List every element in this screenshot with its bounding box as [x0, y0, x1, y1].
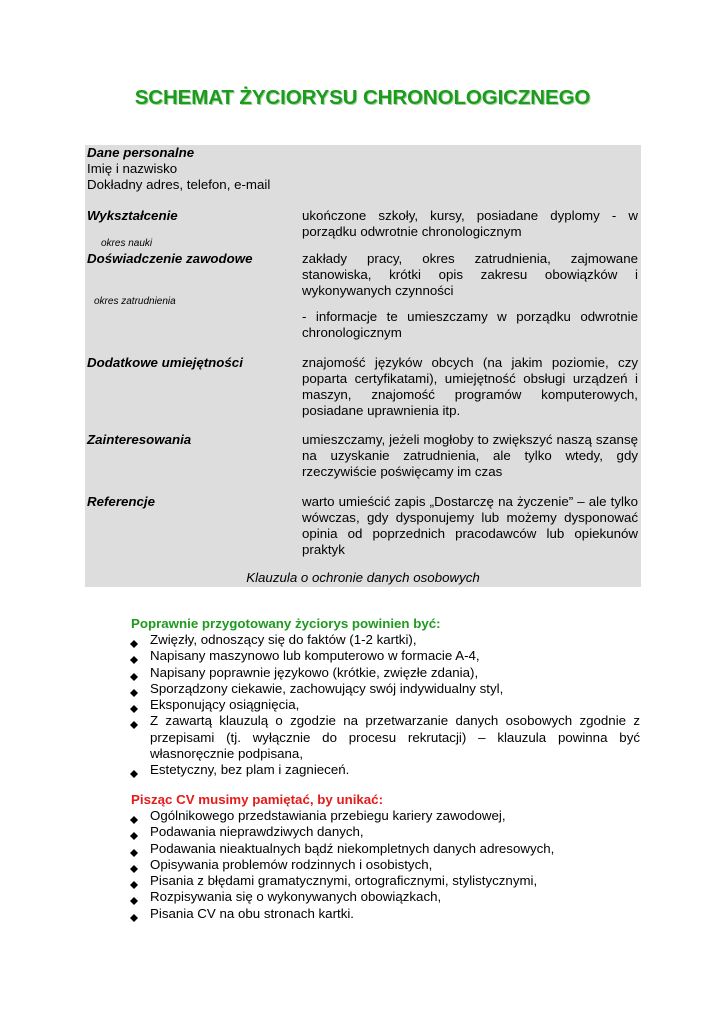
diamond-bullet-icon — [130, 766, 138, 774]
education-note: okres nauki — [101, 238, 153, 249]
list-item — [128, 873, 640, 889]
list-item — [128, 681, 640, 697]
experience-desc — [302, 251, 638, 299]
diamond-bullet-icon — [130, 669, 138, 677]
list-item — [128, 906, 640, 922]
avoid-list — [128, 808, 640, 922]
list-item — [128, 648, 640, 664]
document-title: SCHEMAT ŻYCIORYSU CHRONOLOGICZNEGO — [134, 86, 591, 109]
skills-heading: Dodatkowe umiejętności — [87, 355, 243, 370]
diamond-bullet-icon — [130, 652, 138, 660]
diamond-bullet-icon — [130, 910, 138, 918]
experience-desc-2 — [302, 309, 638, 341]
experience-note: okres zatrudnienia — [94, 296, 176, 307]
list-item-text: Podawania nieprawdziwych danych, — [150, 824, 364, 840]
list-item-text: Napisany poprawnie językowo (krótkie, zwięzłe zdania), — [150, 664, 479, 680]
list-item — [128, 713, 640, 762]
diamond-bullet-icon — [130, 701, 138, 709]
list-item — [128, 632, 640, 648]
list-item-text: Estetyczny, bez plam i zagnieceń. — [150, 762, 350, 778]
list-item-text: Sporządzony ciekawie, zachowujący swój indywidualny styl, — [150, 680, 504, 696]
diamond-bullet-icon — [130, 877, 138, 885]
references-desc-text: warto umieścić zapis „Dostarczę na życzenie” – ale tylko wówczas, gdy dysponujemy lub możemy dysponować opinia od poprzednich pracodawców lub opiekunów praktyk — [302, 494, 638, 557]
list-item-text: Napisany maszynowo lub komputerowo w formacie A-4, — [150, 648, 480, 664]
list-item — [128, 808, 640, 824]
diamond-bullet-icon — [130, 828, 138, 836]
experience-desc-text-2: - informacje te umieszczamy w porządku odwrotnie chronologicznym — [302, 309, 638, 340]
diamond-bullet-icon — [130, 845, 138, 853]
list-item — [128, 857, 640, 873]
experience-heading: Doświadczenie zawodowe — [87, 251, 253, 266]
list-item-text: Pisania CV na obu stronach kartki. — [150, 905, 354, 921]
diamond-bullet-icon — [130, 861, 138, 869]
list-item — [128, 665, 640, 681]
interests-desc-text: umieszczamy, jeżeli mogłoby to zwiększyć naszą szansę na uzyskanie zatrudnienia, ale tylko wtedy, gdy rzeczywiście poświęcamy im czas — [302, 432, 638, 479]
list-item-text: Opisywania problemów rodzinnych i osobistych, — [150, 856, 433, 872]
diamond-bullet-icon — [130, 685, 138, 693]
list-item-text: Podawania nieaktualnych bądź niekompletnych danych adresowych, — [150, 840, 555, 856]
interests-desc — [302, 432, 638, 480]
personal-address-line: Dokładny adres, telefon, e-mail — [87, 177, 271, 192]
interests-heading: Zainteresowania — [87, 432, 192, 447]
personal-heading: Dane personalne — [87, 145, 195, 160]
personal-name-line: Imię i nazwisko — [87, 161, 178, 176]
list-item-text: Ogólnikowego przedstawiania przebiegu kariery zawodowej, — [150, 808, 506, 823]
education-heading: Wykształcenie — [87, 208, 178, 223]
experience-desc-text: zakłady pracy, okres zatrudnienia, zajmowane stanowiska, krótki opis zakresu obowiązków i wykonywanych czynności — [302, 251, 638, 298]
list-item — [128, 889, 640, 905]
good-cv-heading: Poprawnie przygotowany życiorys powinien być: — [131, 616, 441, 631]
list-item-text: Pisania z błędami gramatycznymi, ortograficznymi, stylistycznymi, — [150, 873, 538, 889]
list-item — [128, 824, 640, 840]
list-item — [128, 841, 640, 857]
klauzula-line: Klauzula o ochronie danych osobowych — [246, 570, 480, 585]
list-item-text: Zwięzły, odnoszący się do faktów (1-2 kartki), — [150, 632, 417, 647]
references-heading: Referencje — [87, 494, 155, 509]
diamond-bullet-icon — [130, 893, 138, 901]
diamond-bullet-icon — [130, 717, 138, 725]
diamond-bullet-icon — [130, 812, 138, 820]
education-desc-text: ukończone szkoły, kursy, posiadane dyplomy - w porządku odwrotnie chronologicznym — [302, 208, 638, 239]
references-desc — [302, 494, 638, 558]
skills-desc-text: znajomość języków obcych (na jakim poziomie, czy poparta certyfikatami), umiejętność obsługi urządzeń i maszyn, znajomość programów komputerowych, posiadane uprawnienia itp. — [302, 355, 638, 418]
list-item — [128, 697, 640, 713]
avoid-heading: Pisząc CV musimy pamiętać, by unikać: — [131, 792, 384, 807]
list-item-text: Eksponujący osiągnięcia, — [150, 697, 300, 713]
list-item-text: Rozpisywania się o wykonywanych obowiązkach, — [150, 889, 442, 905]
education-desc — [302, 208, 638, 240]
good-cv-list — [128, 632, 640, 779]
list-item-text: Z zawartą klauzulą o zgodzie na przetwarzanie danych osobowych zgodnie z przepisami (tj. wyłącznie do procesu rekrutacji) – klauzula powinna być własnoręcznie podpisana, — [150, 713, 640, 762]
skills-desc — [302, 355, 638, 419]
list-item — [128, 762, 640, 778]
diamond-bullet-icon — [130, 636, 138, 644]
